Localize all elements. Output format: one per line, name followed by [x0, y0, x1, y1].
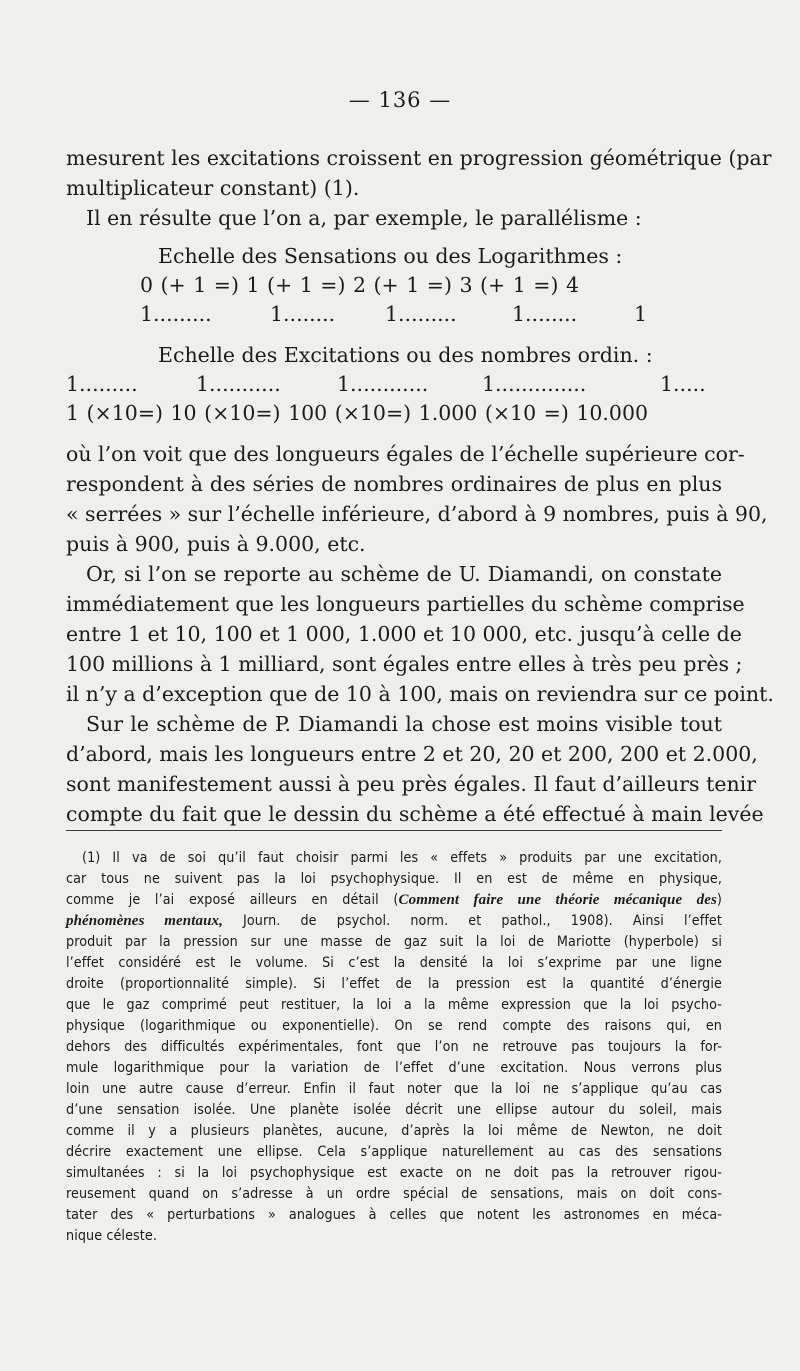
footnote-text: Journ. de psychol. norm. et pathol., 1908). Ainsi l’effet	[222, 913, 722, 929]
scale-sensations-values: 0 (+ 1 =) 1 (+ 1 =) 2 (+ 1 =) 3 (+ 1 =) 4	[140, 273, 580, 297]
body-line: Or, si l’on se reporte au schème de U. Diamandi, on constate	[86, 562, 722, 586]
dot-leader: 1.....	[660, 372, 706, 396]
dot-leader: 1.........	[385, 302, 457, 326]
footnote-line: que le gaz comprimé peut restituer, la loi a la même expression que la loi psycho-	[66, 997, 722, 1013]
body-line: mesurent les excitations croissent en progression géométrique (par	[66, 146, 772, 170]
footnote-line: décrire exactement une ellipse. Cela s’applique naturellement au cas des sensations	[66, 1144, 722, 1160]
footnote-line: reusement quand on s’adresse à un ordre spécial de sensations, mais on doit cons-	[66, 1186, 722, 1202]
footnote-line: loin une autre cause d’erreur. Enfin il faut noter que la loi ne s’applique qu’au cas	[66, 1081, 722, 1097]
dot-leader: 1........	[270, 302, 336, 326]
footnote-line: physique (logarithmique ou exponentielle). On se rend compte des raisons qui, en	[66, 1018, 722, 1034]
footnote-line: produit par la pression sur une masse de gaz suit la loi de Mariotte (hyperbole) si	[66, 934, 722, 950]
page-number: — 136 —	[348, 88, 452, 112]
dot-leader: 1..............	[482, 372, 587, 396]
footnote-line	[66, 890, 722, 911]
footnote-line: dehors des difficultés expérimentales, font que l’on ne retrouve pas toujours la for-	[66, 1039, 722, 1055]
footnote-italic-title: phénomènes mentaux,	[66, 913, 223, 929]
body-line: immédiatement que les longueurs partielles du schème comprise	[66, 592, 745, 616]
body-line: 100 millions à 1 milliard, sont égales entre elles à très peu près ;	[66, 652, 743, 676]
dot-leader: 1.........	[140, 302, 212, 326]
body-line: entre 1 et 10, 100 et 1 000, 1.000 et 10 000, etc. jusqu’à celle de	[66, 622, 742, 646]
body-line: d’abord, mais les longueurs entre 2 et 20, 20 et 200, 200 et 2.000,	[66, 742, 758, 766]
body-line: Il en résulte que l’on a, par exemple, le parallélisme :	[86, 206, 642, 230]
body-line: puis à 900, puis à 9.000, etc.	[66, 532, 366, 556]
dot-leader: 1...........	[196, 372, 281, 396]
dot-leader: 1.........	[66, 372, 138, 396]
footnote-line: tater des « perturbations » analogues à celles que notent les astronomes en méca-	[66, 1207, 722, 1223]
body-line: respondent à des séries de nombres ordinaires de plus en plus	[66, 472, 722, 496]
footnote-line: comme il y a plusieurs planètes, aucune, d’après la loi même de Newton, ne doit	[66, 1123, 722, 1139]
footnote-line: mule logarithmique pour la variation de l’effet d’une excitation. Nous verrons plus	[66, 1060, 722, 1076]
footnote-line: l’effet considéré est le volume. Si c’est la densité la loi s’exprime par une ligne	[66, 955, 722, 971]
scale-excitations-title: Echelle des Excitations ou des nombres ordin. :	[158, 343, 653, 367]
footnote-line: simultanées : si la loi psychophysique est exacte on ne doit pas la retrouver rigou-	[66, 1165, 722, 1181]
body-line: Sur le schème de P. Diamandi la chose est moins visible tout	[86, 712, 722, 736]
body-line: où l’on voit que des longueurs égales de l’échelle supérieure cor-	[66, 442, 745, 466]
scale-excitations-values: 1 (×10=) 10 (×10=) 100 (×10=) 1.000 (×10 =) 10.000	[66, 401, 649, 425]
dot-leader: 1........	[512, 302, 578, 326]
scale-sensations-title: Echelle des Sensations ou des Logarithmes :	[158, 244, 623, 268]
footnote-line: car tous ne suivent pas la loi psychophysique. Il en est de même en physique,	[66, 871, 722, 887]
body-line: il n’y a d’exception que de 10 à 100, mais on reviendra sur ce point.	[66, 682, 774, 706]
body-line: multiplicateur constant) (1).	[66, 176, 360, 200]
footnote-rule	[66, 830, 722, 831]
dot-leader: 1............	[337, 372, 429, 396]
footnote-text: comme je l’ai exposé ailleurs en détail (	[66, 892, 399, 908]
dot-leader: 1	[634, 302, 648, 326]
body-line: « serrées » sur l’échelle inférieure, d’abord à 9 nombres, puis à 90,	[66, 502, 768, 526]
footnote-italic-title: Comment faire une théorie mécanique des	[398, 892, 717, 908]
footnote-line	[66, 911, 722, 932]
footnote-line: d’une sensation isolée. Une planète isolée décrit une ellipse autour du soleil, mais	[66, 1102, 722, 1118]
footnote-text: )	[716, 892, 722, 908]
footnote-line: droite (proportionnalité simple). Si l’effet de la pression est la quantité d’énergie	[66, 976, 722, 992]
footnote-line: nique céleste.	[66, 1228, 157, 1244]
footnote-line: (1) Il va de soi qu’il faut choisir parmi les « effets » produits par une excitation,	[82, 850, 722, 866]
body-line: sont manifestement aussi à peu près égales. Il faut d’ailleurs tenir	[66, 772, 757, 796]
body-line: compte du fait que le dessin du schème a été effectué à main levée	[66, 802, 764, 826]
